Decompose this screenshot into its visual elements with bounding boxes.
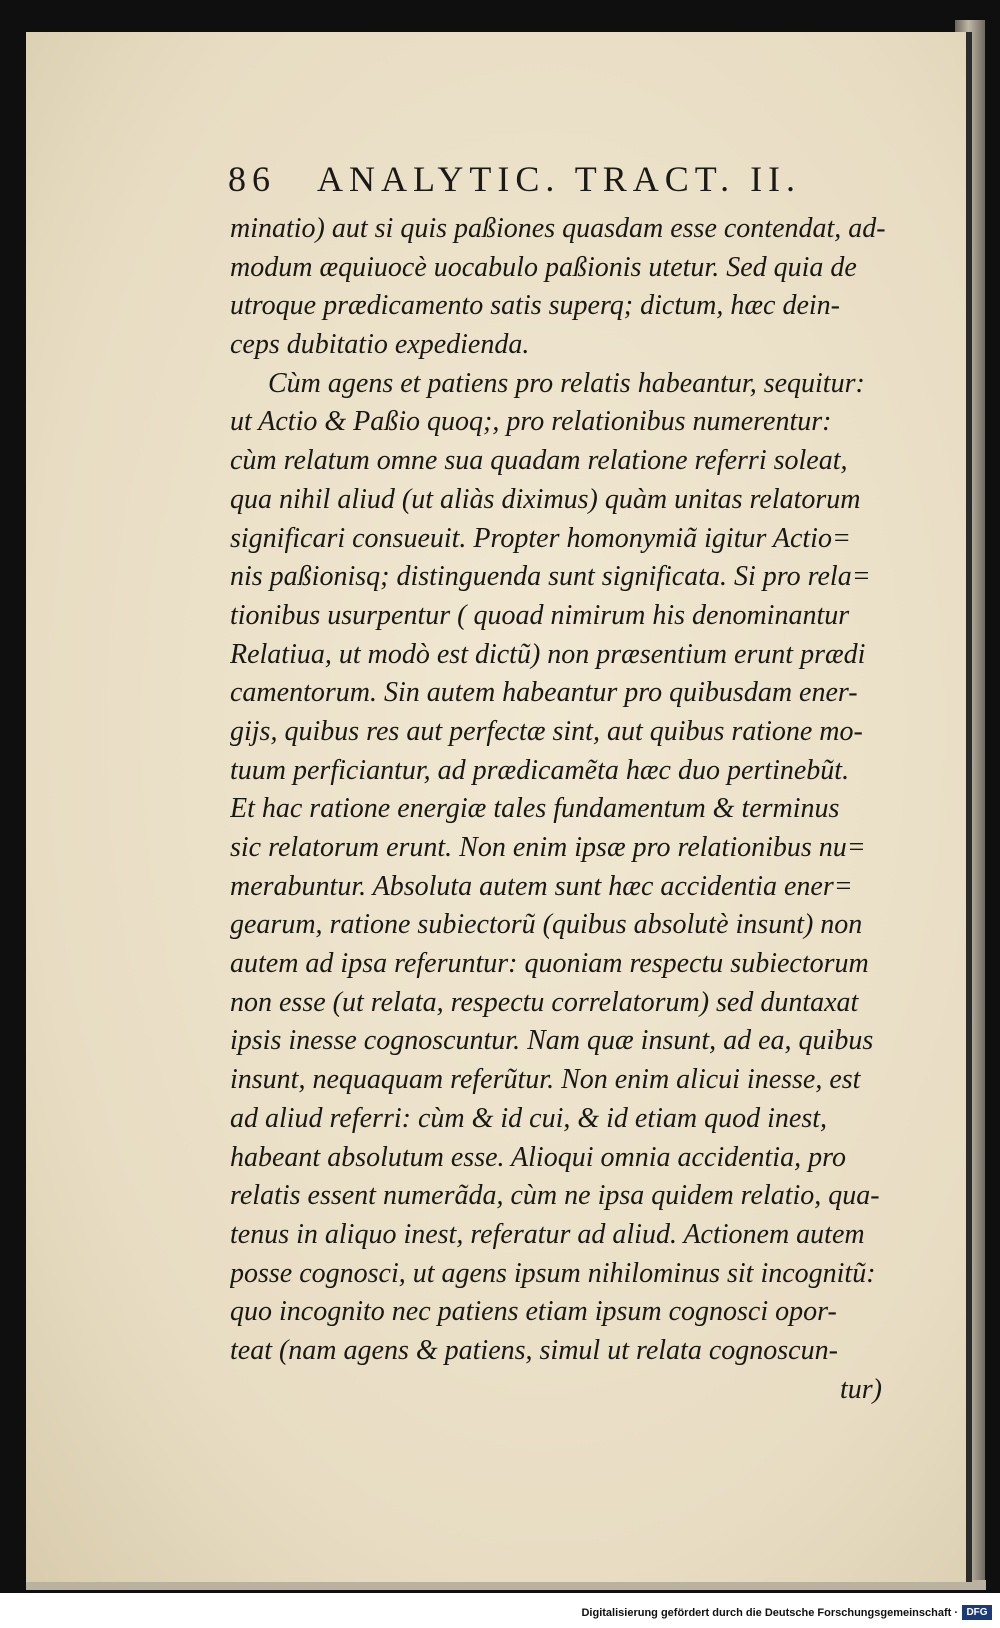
text-line: significari consueuit. Propter homonymiã igitur Actio= — [230, 522, 851, 554]
text-line: utroque prædicamento satis superq; dictum, hæc dein- — [230, 290, 840, 322]
text-line: non esse (ut relata, respectu correlatorum) sed duntaxat — [230, 986, 859, 1018]
catchword: tur) — [840, 1373, 882, 1405]
page-number: 86 — [228, 159, 276, 199]
text-line: tuum perficiantur, ad prædicamẽta hæc duo pertinebũt. — [230, 754, 850, 786]
funding-credit: Digitalisierung gefördert durch die Deutsche Forschungsgemeinschaft · — [581, 1607, 958, 1619]
text-line: autem ad ipsa referuntur: quoniam respectu subiectorum — [230, 948, 869, 980]
text-line: cùm relatum omne sua quadam relatione referri soleat, — [230, 445, 848, 477]
text-line: ipsis inesse cognoscuntur. Nam quæ insunt, ad ea, quibus — [230, 1025, 874, 1057]
text-line: ad aliud referri: cùm & id cui, & id etiam quod inest, — [230, 1102, 828, 1134]
text-line: modum æquiuocè uocabulo paßionis utetur. Sed quia de — [230, 251, 857, 283]
text-line: tenus in aliquo inest, referatur ad aliud. Actionem autem — [230, 1218, 865, 1250]
text-line: tionibus usurpentur ( quoad nimirum his denominantur — [230, 599, 850, 631]
text-line: gearum, ratione subiectorũ (quibus absolutè insunt) non — [230, 909, 863, 941]
text-line: Et hac ratione energiæ tales fundamentum & terminus — [230, 793, 840, 825]
body-text — [230, 210, 946, 1409]
text-line: qua nihil aliud (ut aliàs diximus) quàm unitas relatorum — [230, 483, 861, 515]
digitization-footer — [0, 1593, 1000, 1628]
running-title: ANALYTIC. TRACT. II. — [317, 159, 802, 199]
text-line: ceps dubitatio expedienda. — [230, 329, 530, 361]
text-line: quo incognito nec patiens etiam ipsum cognosci opor- — [230, 1296, 837, 1328]
text-line: posse cognosci, ut agens ipsum nihilominus sit incognitũ: — [230, 1257, 876, 1289]
text-line: merabuntur. Absoluta autem sunt hæc accidentia ener= — [230, 870, 853, 902]
text-line: Relatiua, ut modò est dictũ) non præsentium erunt prædi — [230, 638, 866, 670]
dfg-logo: DFG — [962, 1605, 992, 1620]
text-line: ut Actio & Paßio quoq;, pro relationibus numerentur: — [230, 406, 832, 438]
text-line: nis paßionisq; distinguenda sunt significata. Si pro rela= — [230, 561, 871, 593]
text-line: Cùm agens et patiens pro relatis habeantur, sequitur: — [268, 367, 865, 399]
text-line: relatis essent numerãda, cùm ne ipsa quidem relatio, qua- — [230, 1180, 880, 1212]
running-header — [228, 158, 948, 204]
text-line: sic relatorum erunt. Non enim ipsæ pro relationibus nu= — [230, 832, 866, 863]
text-line: insunt, nequaquam referũtur. Non enim alicui inesse, est — [230, 1064, 861, 1096]
text-line: habeant absolutum esse. Alioqui omnia accidentia, pro — [230, 1141, 846, 1173]
text-line: gijs, quibus res aut perfectæ sint, aut quibus ratione mo- — [230, 715, 863, 747]
text-line: minatio) aut si quis paßiones quasdam esse contendat, ad- — [230, 213, 886, 244]
text-line: teat (nam agens & patiens, simul ut relata cognoscun- — [230, 1334, 838, 1366]
text-line: camentorum. Sin autem habeantur pro quibusdam ener- — [230, 677, 858, 709]
